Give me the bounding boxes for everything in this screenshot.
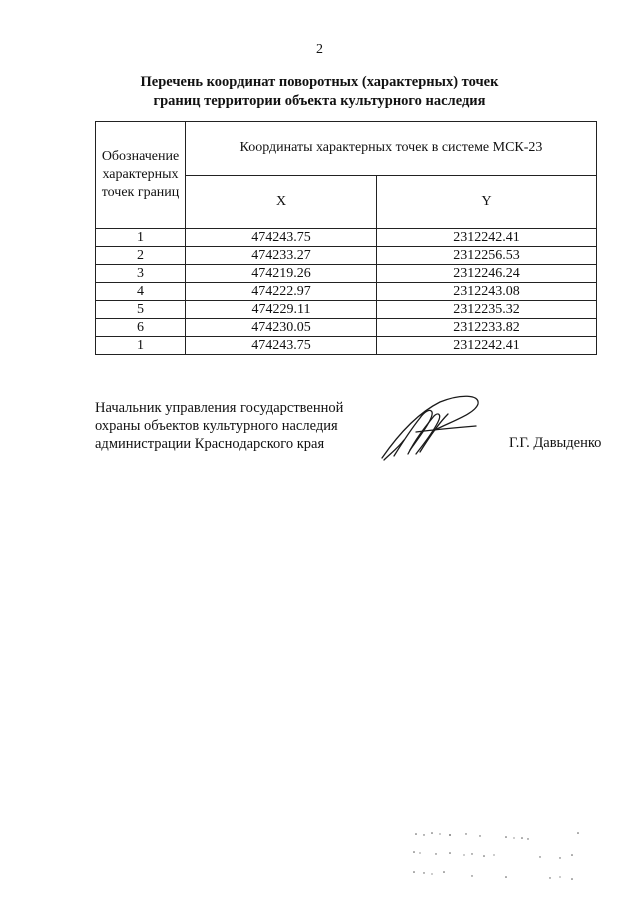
signatory-position <box>95 399 343 453</box>
point-cell: 1 <box>96 229 186 247</box>
x-cell: 474233.27 <box>186 247 377 265</box>
coordinates-table <box>95 121 597 355</box>
y-cell: 2312233.82 <box>377 319 597 337</box>
point-cell: 4 <box>96 283 186 301</box>
y-column-header: Y <box>377 175 597 229</box>
x-cell: 474243.75 <box>186 229 377 247</box>
table-row <box>96 301 597 319</box>
x-cell: 474229.11 <box>186 301 377 319</box>
point-cell: 6 <box>96 319 186 337</box>
table-row <box>96 265 597 283</box>
table-row <box>96 337 597 355</box>
designation-header-line-3: точек границ <box>101 185 180 200</box>
coordinate-system-header: Координаты характерных точек в системе МСК-23 <box>186 122 597 176</box>
y-cell: 2312235.32 <box>377 301 597 319</box>
x-cell: 474243.75 <box>186 337 377 355</box>
x-column-header: X <box>186 175 377 229</box>
x-cell: 474219.26 <box>186 265 377 283</box>
table-row <box>96 229 597 247</box>
y-cell: 2312243.08 <box>377 283 597 301</box>
y-cell: 2312246.24 <box>377 265 597 283</box>
document-title-line-2: границ территории объекта культурного наследия <box>153 93 486 109</box>
y-cell: 2312256.53 <box>377 247 597 265</box>
point-cell: 1 <box>96 337 186 355</box>
page-number: 2 <box>316 42 323 57</box>
y-cell: 2312242.41 <box>377 229 597 247</box>
x-cell: 474230.05 <box>186 319 377 337</box>
x-cell: 474222.97 <box>186 283 377 301</box>
signatory-name: Г.Г. Давыденко <box>509 435 602 451</box>
designation-header-line-2: характерных <box>102 167 179 182</box>
designation-header-line-1: Обозначение <box>101 149 180 164</box>
scan-artifact-dots <box>410 828 590 888</box>
point-cell: 2 <box>96 247 186 265</box>
point-cell: 3 <box>96 265 186 283</box>
table-row <box>96 283 597 301</box>
designation-header <box>96 122 186 229</box>
document-title <box>0 73 639 111</box>
y-cell: 2312242.41 <box>377 337 597 355</box>
document-title-line-1: Перечень координат поворотных (характерных) точек <box>140 74 499 90</box>
signatory-position-line-1: Начальник управления государственной <box>95 400 344 416</box>
signatory-position-line-2: охраны объектов культурного наследия <box>95 418 338 434</box>
signatory-position-line-3: администрации Краснодарского края <box>95 436 325 452</box>
table-row <box>96 319 597 337</box>
handwritten-signature-icon <box>380 392 490 464</box>
point-cell: 5 <box>96 301 186 319</box>
table-row <box>96 247 597 265</box>
